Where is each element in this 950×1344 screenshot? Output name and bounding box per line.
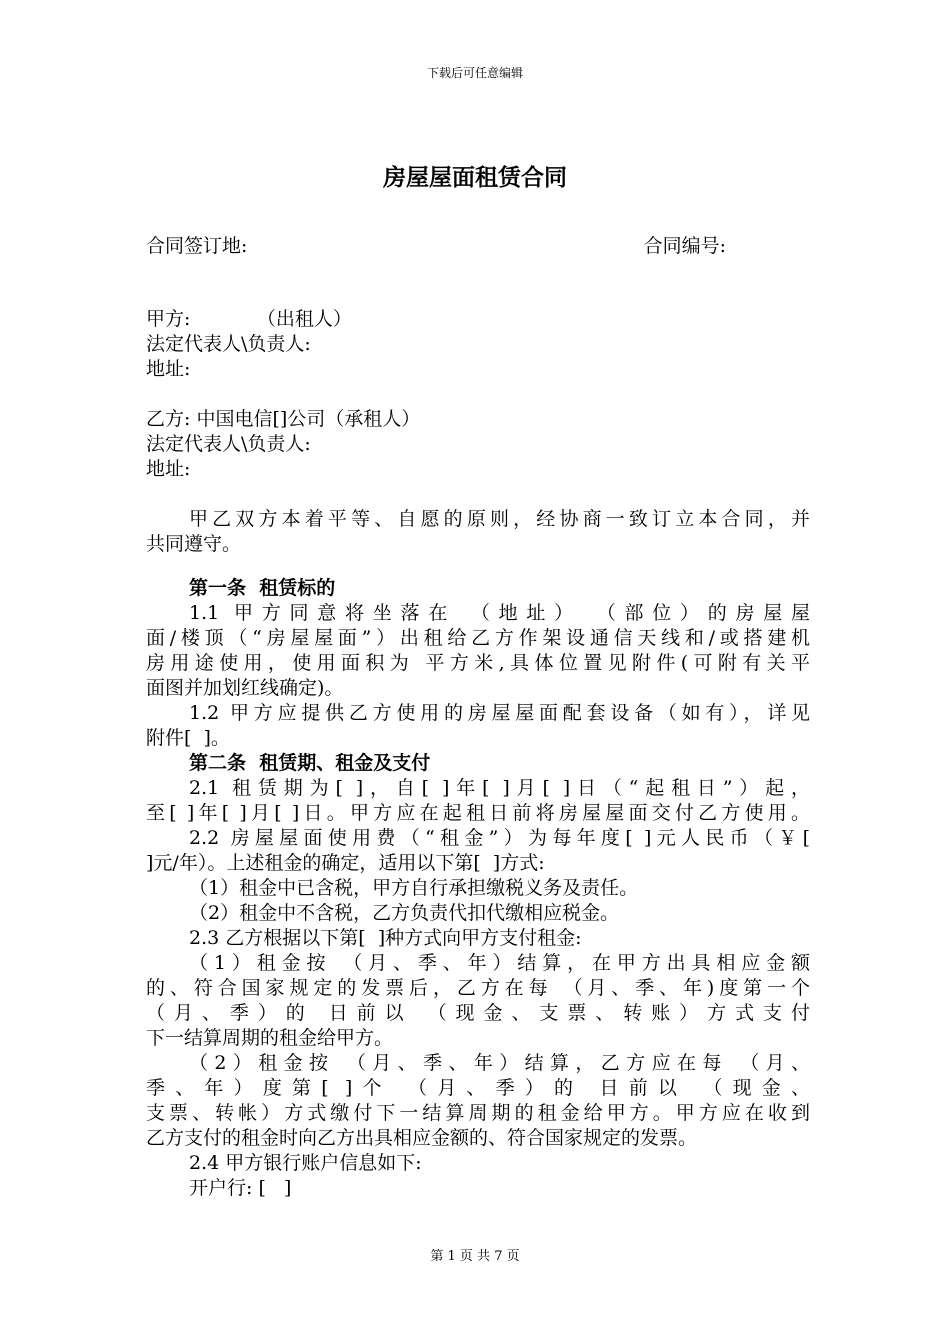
article-1-heading: 第一条 租赁标的: [189, 577, 336, 599]
party-b-line: 乙方: 中国电信[]公司（承租人）: [146, 408, 421, 430]
clause-2-3-option-2-line: 支票、转帐）方式缴付下一结算周期的租金给甲方。甲方应在收到: [146, 1102, 810, 1124]
clause-2-3-option-1-line: （1）租金按 （月、季、年）结算，在甲方出具相应金额: [189, 952, 810, 974]
clause-2-4-line: 2.4 甲方银行账户信息如下:: [189, 1152, 422, 1174]
clause-2-3-option-1-line: 的、符合国家规定的发票后，乙方在每 （月、季、年)度第一个: [146, 977, 810, 999]
article-1: [146, 576, 810, 751]
article-2-heading: 第二条 租赁期、租金及支付: [189, 752, 431, 774]
clause-2-2-option-1: （1）租金中已含税，甲方自行承担缴税义务及责任。: [189, 877, 639, 899]
bank-line: 开户行: [ ]: [189, 1177, 292, 1199]
party-a-address: 地址:: [146, 358, 191, 380]
clause-2-2-option-2: （2）租金中不含税，乙方负责代扣代缴相应税金。: [189, 902, 620, 924]
spacer: [146, 265, 810, 307]
clause-2-1-line: 2.1 租赁期为[ ]，自[ ]年[ ]月[ ]日（“起租日”）起，: [189, 777, 810, 799]
clause-2-3-option-2-line: 乙方支付的租金时向乙方出具相应金额的、符合国家规定的发票。: [146, 1127, 698, 1149]
clause-1-2-line: 附件[ ]。: [146, 727, 230, 749]
clause-2-3-line: 2.3 乙方根据以下第[ ]种方式向甲方支付租金:: [189, 927, 582, 949]
clause-1-1-line: 房用途使用，使用面积为 平方米,具体位置见附件(可附有关平: [146, 652, 810, 674]
party-a-block: [146, 307, 810, 382]
page-number: 第 1 页 共 7 页: [430, 1249, 520, 1264]
clause-1-1-line: 面/楼顶（“房屋屋面”）出租给乙方作架设通信天线和/或搭建机: [146, 627, 810, 649]
clause-2-2-line: 2.2 房屋屋面使用费（“租金”）为每年度[ ]元人民币（￥[: [189, 827, 810, 849]
clause-2-1-line: 至[ ]年[ ]月[ ]日。甲方应在起租日前将房屋屋面交付乙方使用。: [146, 802, 810, 824]
document-title: 房屋屋面租赁合同: [383, 164, 567, 191]
contract-number-label: 合同编号:: [643, 235, 726, 257]
page-header-note: 下载后可任意编辑: [426, 66, 523, 80]
spacer: [146, 482, 810, 507]
clause-1-2-line: 1.2 甲方应提供乙方使用的房屋屋面配套设备（如有），详见: [189, 702, 810, 724]
party-b-representative: 法定代表人\负责人:: [146, 433, 311, 455]
spacer: [146, 557, 810, 576]
clause-2-3-option-1-line: 下一结算周期的租金给甲方。: [146, 1027, 394, 1049]
spacer: [146, 382, 810, 407]
sign-place-label: 合同签订地:: [146, 235, 248, 257]
party-b-address: 地址:: [146, 458, 191, 480]
preamble-line: 共同遵守。: [146, 533, 242, 555]
clause-1-1-line: 面图并加划红线确定)。: [146, 677, 344, 699]
clause-2-3-option-2-line: 季、年）度第[ ]个 （月、季）的 日前以 （现金、: [146, 1077, 810, 1099]
clause-2-3-option-2-line: （2）租金按 （月、季、年）结算，乙方应在每 （月、: [189, 1052, 810, 1074]
clause-2-2-line: ]元/年）。上述租金的确定，适用以下第[ ]方式:: [146, 852, 545, 874]
preamble: [146, 507, 810, 557]
clause-1-1-line: 1.1 甲方同意将坐落在 （地址） （部位）的房屋屋: [189, 602, 810, 624]
clause-2-3-option-1-line: （月、季）的 日前以 （现金、支票、转账）方式支付: [146, 1002, 810, 1024]
preamble-line: 甲乙双方本着平等、自愿的原则，经协商一致订立本合同，并: [189, 508, 810, 530]
party-b-block: [146, 407, 810, 482]
party-a-representative: 法定代表人\负责人:: [146, 333, 311, 355]
contract-meta-row: [146, 234, 810, 265]
article-2: [146, 751, 810, 1201]
party-a-line: 甲方: （出租人）: [146, 308, 352, 330]
contract-body: [146, 234, 810, 1201]
